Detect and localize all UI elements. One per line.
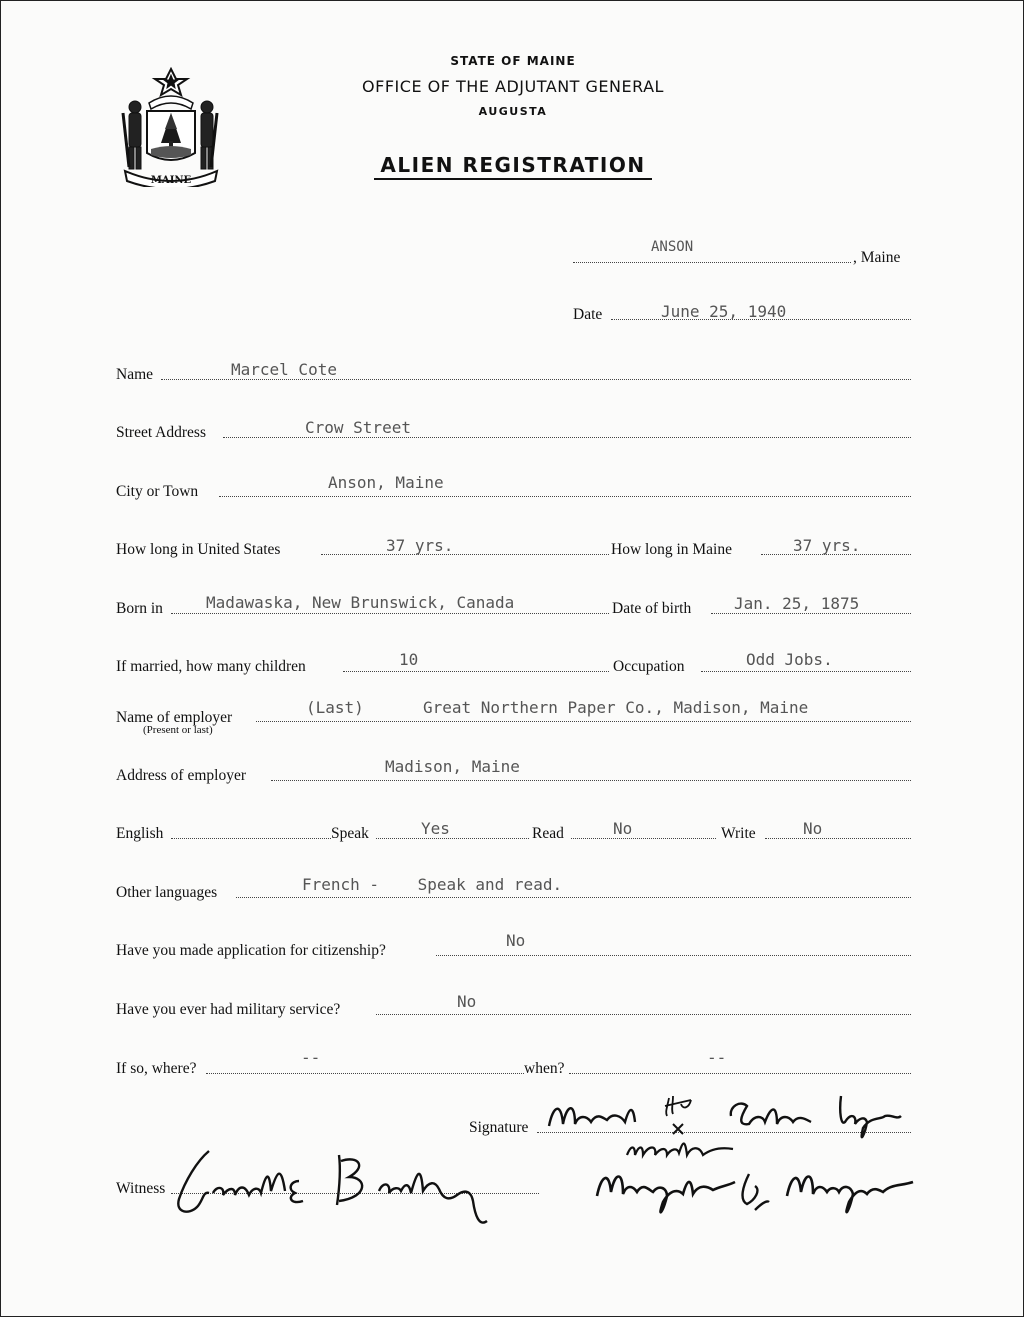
header-city: AUGUSTA: [478, 105, 548, 118]
how-long-maine-label: How long in Maine: [611, 541, 732, 558]
signature-witness: [169, 1141, 509, 1236]
how-long-maine-value: 37 yrs.: [793, 536, 861, 555]
town-value: ANSON: [651, 239, 694, 255]
citizenship-value: No: [506, 931, 526, 950]
street-address-label: Street Address: [116, 424, 206, 441]
military-label: Have you ever had military service?: [116, 1001, 341, 1018]
header-office: OFFICE OF THE ADJUTANT GENERAL: [362, 77, 664, 96]
name-value: Marcel Cote: [231, 360, 337, 379]
speak-label: Speak: [331, 825, 369, 842]
date-of-birth-label: Date of birth: [612, 600, 692, 617]
state-label: , Maine: [853, 249, 901, 266]
born-in-label: Born in: [116, 600, 163, 617]
employer-name-prefix: (Last): [306, 698, 364, 717]
children-label: If married, how many children: [116, 658, 306, 675]
born-in-value: Madawaska, New Brunswick, Canada: [206, 593, 515, 612]
write-value: No: [803, 819, 823, 838]
when-label: when?: [524, 1060, 565, 1077]
citizenship-label: Have you made application for citizenship?: [116, 942, 386, 959]
employer-name-sublabel: (Present or last): [143, 724, 213, 736]
occupation-label: Occupation: [613, 658, 685, 675]
read-value: No: [613, 819, 633, 838]
when-value: --: [707, 1048, 727, 1067]
military-value: No: [457, 992, 477, 1011]
date-of-birth-value: Jan. 25, 1875: [734, 594, 860, 613]
read-label: Read: [532, 825, 564, 842]
form-title: ALIEN REGISTRATION: [380, 153, 646, 177]
employer-name-label: Name of employer: [116, 709, 233, 726]
english-label: English: [116, 825, 164, 842]
header-state: STATE OF MAINE: [450, 54, 576, 68]
name-label: Name: [116, 366, 154, 383]
if-so-where-value: --: [301, 1048, 321, 1067]
date-label: Date: [573, 306, 603, 323]
street-address-value: Crow Street: [305, 418, 411, 437]
how-long-us-label: How long in United States: [116, 541, 281, 558]
other-languages-value: French - Speak and read.: [302, 875, 563, 894]
other-languages-label: Other languages: [116, 884, 218, 901]
signature-margaret-mingin: [591, 1156, 921, 1226]
city-value: Anson, Maine: [328, 473, 444, 492]
how-long-us-value: 37 yrs.: [386, 536, 454, 555]
speak-value: Yes: [421, 819, 450, 838]
employer-name-value: Great Northern Paper Co., Madison, Maine: [423, 698, 809, 717]
employer-address-value: Madison, Maine: [385, 757, 520, 776]
witness-label: Witness: [116, 1180, 166, 1197]
write-label: Write: [721, 825, 756, 842]
occupation-value: Odd Jobs.: [746, 650, 833, 669]
signature-label: Signature: [469, 1119, 529, 1136]
if-so-where-label: If so, where?: [116, 1060, 197, 1077]
date-value: June 25, 1940: [661, 302, 787, 321]
city-label: City or Town: [116, 483, 199, 500]
title-underline: [374, 178, 652, 180]
seal-text: MAINE: [150, 175, 192, 186]
children-value: 10: [399, 650, 419, 669]
employer-address-label: Address of employer: [116, 767, 246, 784]
